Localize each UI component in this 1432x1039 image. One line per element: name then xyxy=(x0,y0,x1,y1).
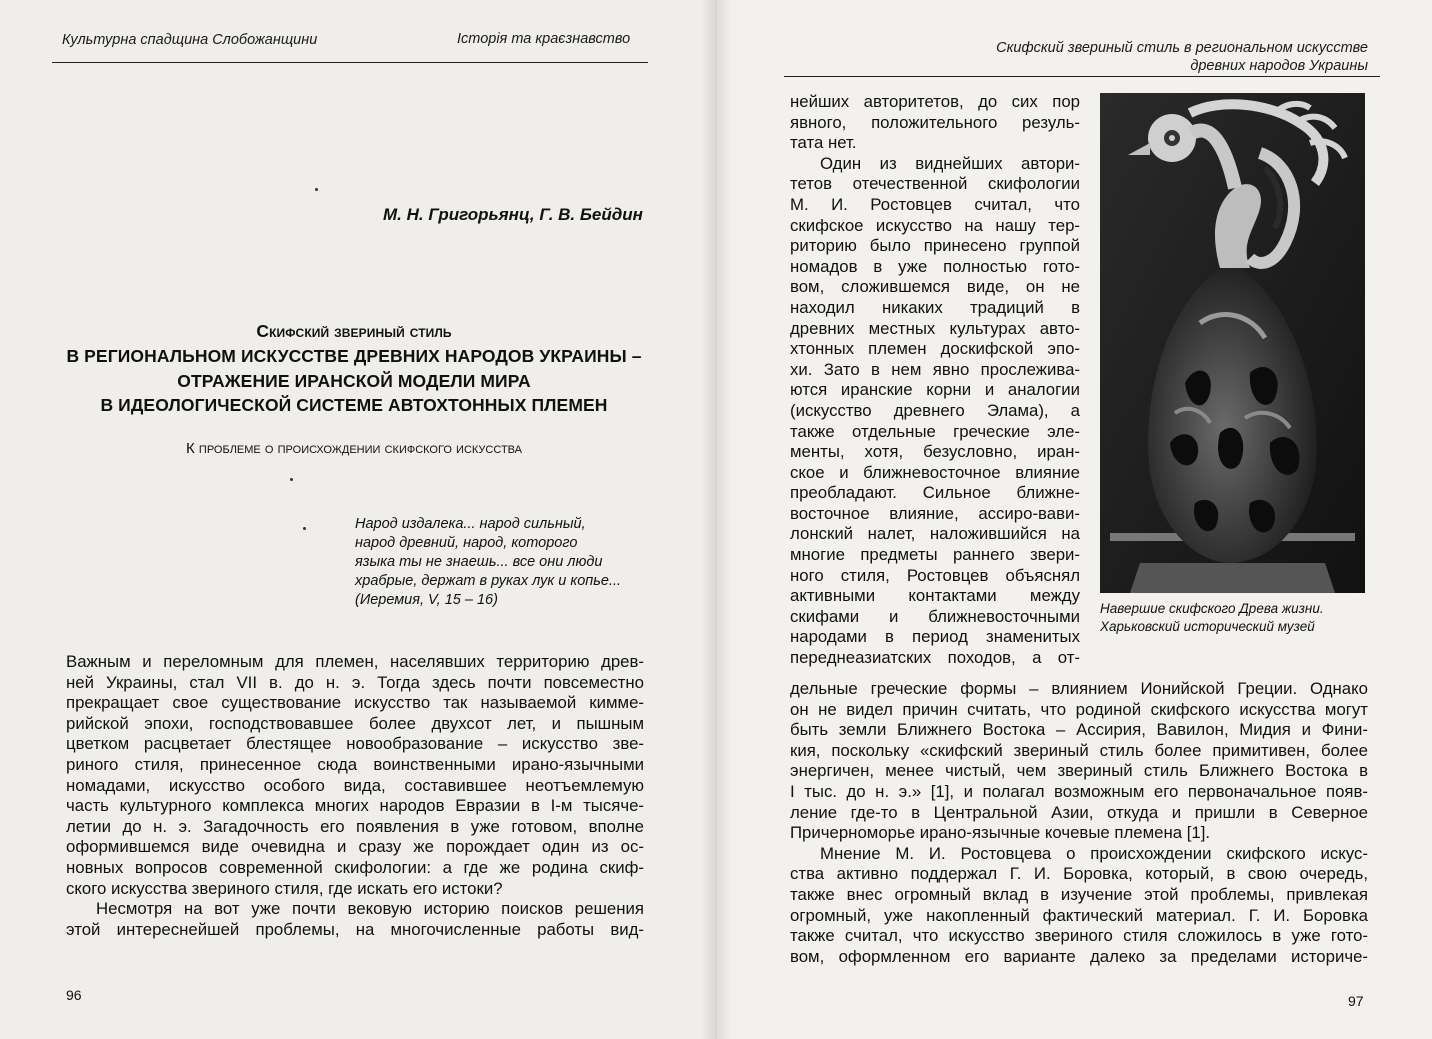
body-line: I тыс. до н. э.» [1], и полагал возможным его первоначальное появ- xyxy=(790,781,1368,801)
running-head-right-line-2: древних народов Украины xyxy=(1190,58,1368,74)
body-line: также внес огромный вклад в изучение этой проблемы, привлекая xyxy=(790,884,1368,904)
body-line: древних местных культурах авто- xyxy=(790,318,1080,338)
body-line: новных вопросов современной скифологии: а где же родина скиф- xyxy=(66,857,644,877)
body-line: скифами и ближневосточными xyxy=(790,606,1080,626)
body-line: менты, хотя, безусловно, иран- xyxy=(790,442,1080,462)
body-line: тата нет. xyxy=(790,133,857,153)
body-line: он не видел причин считать, что родиной скифского искусства могут xyxy=(790,699,1368,719)
body-line: Несмотря на вот уже почти вековую историю поисков решения xyxy=(96,899,644,919)
body-line: номадами, искусство особого вида, составившее неотъемлемую xyxy=(66,775,644,795)
body-line: хтонных племен доскифской эпо- xyxy=(790,339,1080,359)
epigraph-line: народ древний, народ, которого xyxy=(355,535,578,551)
body-line: также отдельные греческие эле- xyxy=(790,421,1080,441)
print-speck xyxy=(315,188,318,191)
tree-of-life-finial-image xyxy=(1100,93,1365,593)
body-line: ного стиля, Ростовцев объяснял xyxy=(790,565,1080,585)
photo-caption-line: Навершие скифского Древа жизни. xyxy=(1100,601,1324,616)
body-line: ства активно поддержал Г. И. Боровка, который, в свою очередь, xyxy=(790,864,1368,884)
epigraph-source: (Иеремия, V, 15 – 16) xyxy=(355,592,498,608)
body-line: нейших авторитетов, до сих пор xyxy=(790,92,1080,111)
print-speck xyxy=(303,527,306,530)
article-title-line-1: Скифский звериный стиль xyxy=(256,321,452,341)
left-body-text xyxy=(66,652,644,940)
epigraph-line: языка ты не знаешь... все они люди xyxy=(355,554,603,570)
article-subtitle: К проблеме о происхождении скифского искусства xyxy=(186,440,522,457)
photo-caption-line: Харьковский исторический музей xyxy=(1100,619,1315,634)
body-line: рийской эпохи, господствовавшее более двухсот лет, и пышным xyxy=(66,713,644,733)
body-line: явного, положительного резуль- xyxy=(790,112,1080,132)
body-line: ление где-то в Центральной Азии, откуда и пришли в Северное xyxy=(790,802,1368,822)
body-line: энергичен, менее чистый, чем звериный стиль Ближнего Востока в xyxy=(790,761,1368,781)
body-line: преобладают. Сильное ближне- xyxy=(790,483,1080,503)
body-line: многие предметы раннего звери- xyxy=(790,545,1080,565)
article-title-line-2: В РЕГИОНАЛЬНОМ ИСКУССТВЕ ДРЕВНИХ НАРОДОВ УКРАИНЫ – xyxy=(66,346,642,366)
body-line: также считал, что искусство звериного стиля сложилось в уже гото- xyxy=(790,926,1368,946)
header-rule xyxy=(784,76,1380,77)
artifact-photo xyxy=(1100,93,1365,593)
body-line: вом, оформленном его варианте далеко за пределами историче- xyxy=(790,946,1368,966)
header-rule xyxy=(52,62,648,63)
body-line: летии до н. э. Загадочность его появления в уже готовом, вполне xyxy=(66,816,644,836)
body-line: оформившемся виде очевидна и сразу же порождает один из ос- xyxy=(66,837,644,857)
body-line: народами в период знаменитых xyxy=(790,627,1080,647)
epigraph xyxy=(355,515,645,610)
body-line: тетов отечественной скифологии xyxy=(790,174,1080,194)
body-line: хи. Зато в нем явно прослежива- xyxy=(790,359,1080,379)
body-line: Важным и переломным для племен, населявших территорию древ- xyxy=(66,652,644,671)
body-line: скифское искусство на нашу тер- xyxy=(790,215,1080,235)
body-line: Причерноморье ирано-язычные кочевые племена [1]. xyxy=(790,823,1211,843)
body-line: (искусство древнего Элама), а xyxy=(790,400,1080,420)
body-line: часть культурного комплекса многих народов Евразии в I-м тысяче- xyxy=(66,796,644,816)
photo-caption xyxy=(1100,600,1370,636)
right-column-text xyxy=(790,92,1080,669)
body-line: цветком расцветает блестящее новообразование – искусство зве- xyxy=(66,734,644,754)
body-line: ское и ближневосточное влияние xyxy=(790,462,1080,482)
body-line: ются иранские корни и аналогии xyxy=(790,380,1080,400)
body-line: номадов в уже полностью гото- xyxy=(790,256,1080,276)
body-line: Один из виднейших автори- xyxy=(820,153,1080,173)
body-line: быть земли Ближнего Востока – Ассирия, Вавилон, Мидия и Фини- xyxy=(790,720,1368,740)
article-authors: М. Н. Григорьянц, Г. В. Бейдин xyxy=(383,205,643,224)
print-speck xyxy=(290,478,293,481)
article-title-line-4: В ИДЕОЛОГИЧЕСКОЙ СИСТЕМЕ АВТОХТОННЫХ ПЛЕМЕН xyxy=(100,395,608,415)
body-line: ского искусства звериного стиля, где искать его истоки? xyxy=(66,878,503,898)
running-head-section: Історія та краєзнавство xyxy=(457,31,631,47)
body-line: дельные греческие формы – влиянием Ионийской Греции. Однако xyxy=(790,679,1368,698)
body-line: активными контактами между xyxy=(790,586,1080,606)
body-line: ней Украины, стал VII в. до н. э. Тогда здесь почти повсеместно xyxy=(66,672,644,692)
body-line: этой интереснейшей проблемы, на многочисленные работы вид- xyxy=(66,919,644,939)
body-line: восточное влияние, ассиро-вави- xyxy=(790,503,1080,523)
right-full-width-text xyxy=(790,679,1368,967)
article-title-line-3: ОТРАЖЕНИЕ ИРАНСКОЙ МОДЕЛИ МИРА xyxy=(177,371,531,391)
running-head-left: Культурна спадщина Слобожанщини xyxy=(62,32,318,48)
body-line: лонский налет, наложившийся на xyxy=(790,524,1080,544)
epigraph-line: храбрые, держат в руках лук и копье... xyxy=(355,573,622,589)
epigraph-line: Народ издалека... народ сильный, xyxy=(355,516,586,532)
body-line: переднеазиатских походов, а от- xyxy=(790,648,1080,668)
running-head-right-line-1: Скифский звериный стиль в региональном искусстве xyxy=(996,40,1368,56)
page-number-left: 96 xyxy=(66,987,82,1003)
body-line: М. И. Ростовцев считал, что xyxy=(790,194,1080,214)
page-number-right: 97 xyxy=(1348,993,1364,1009)
body-line: кия, поскольку «скифский звериный стиль более примитивен, более xyxy=(790,740,1368,760)
body-line: находил никаких традиций в xyxy=(790,297,1080,317)
body-line: риторию было принесено группой xyxy=(790,236,1080,256)
body-line: вом, сложившемся виде, он не xyxy=(790,277,1080,297)
body-line: огромный, уже накопленный фактический материал. Г. И. Боровка xyxy=(790,905,1368,925)
body-line: Мнение М. И. Ростовцева о происхождении скифского искус- xyxy=(820,843,1368,863)
body-line: прекращает свое существование искусство так называемой кимме- xyxy=(66,693,644,713)
body-line: риного стиля, принесенное сюда воинственными ирано-язычными xyxy=(66,754,644,774)
